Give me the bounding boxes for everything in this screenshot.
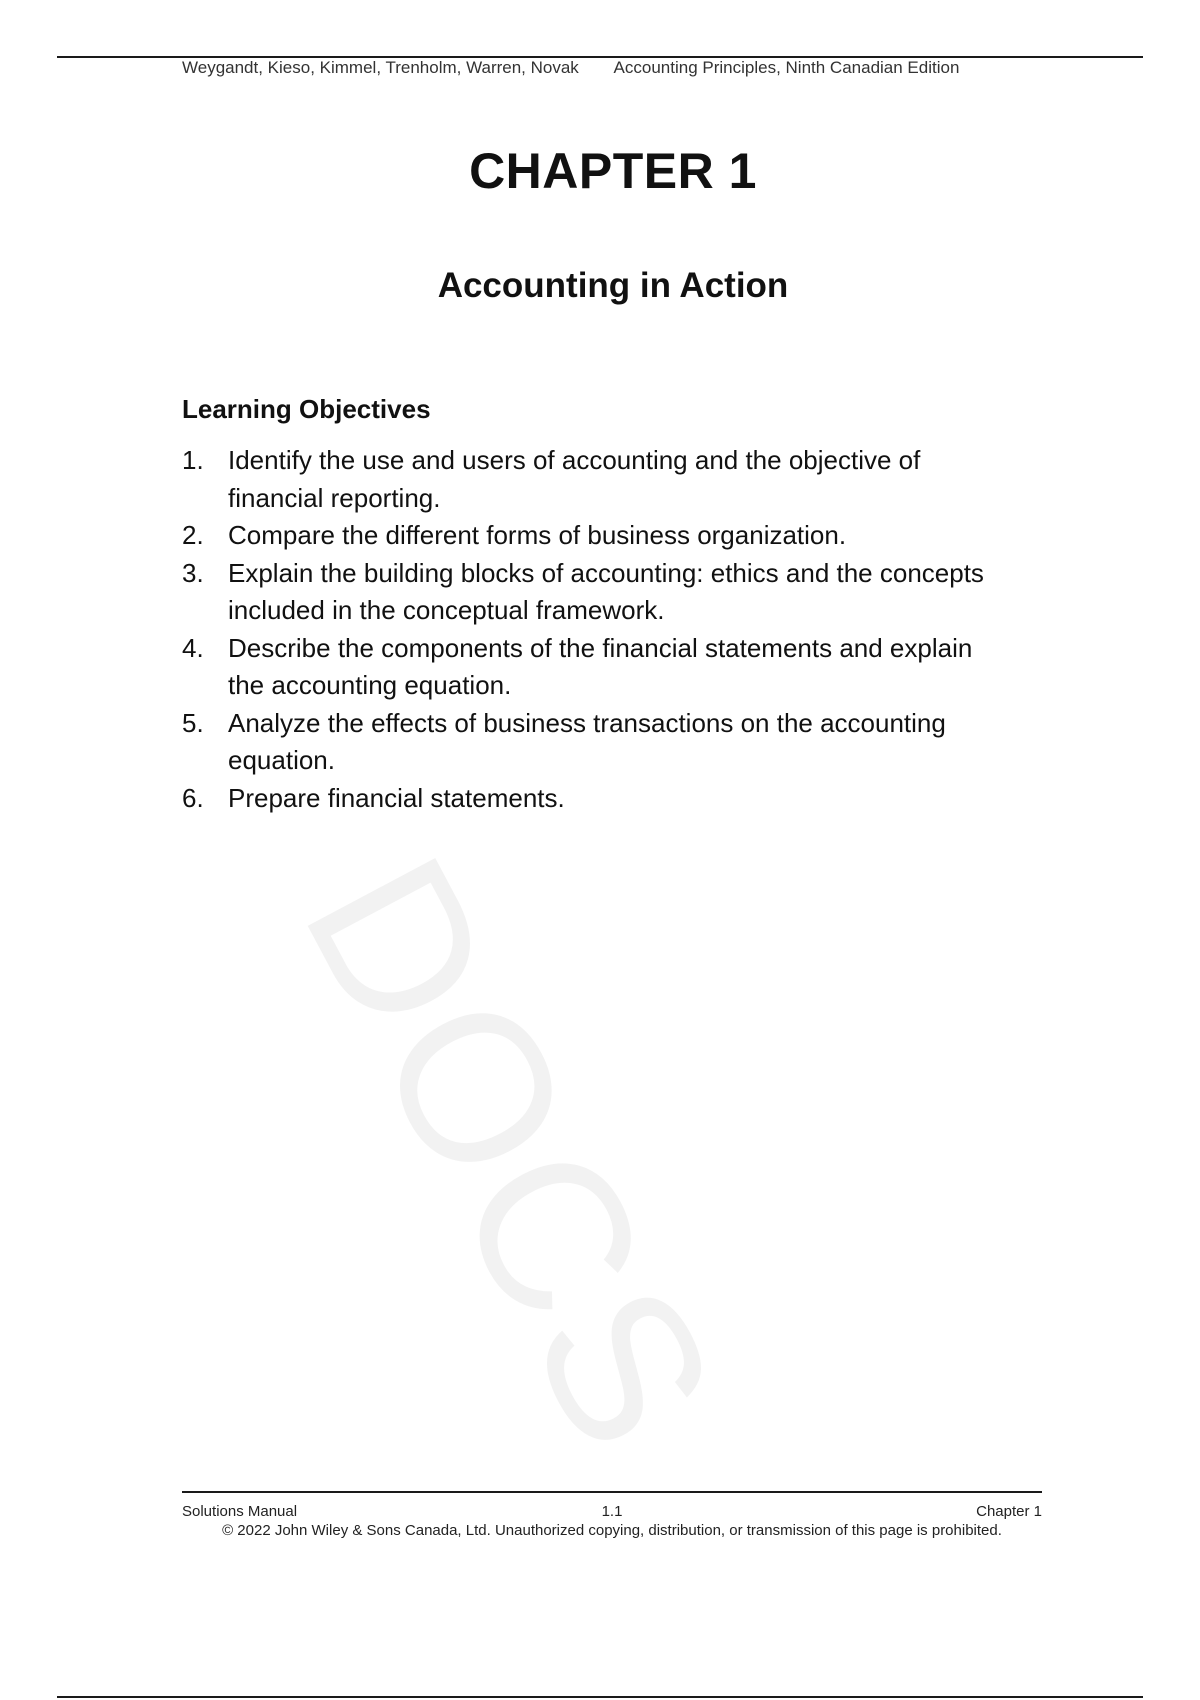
objective-item	[182, 630, 1002, 705]
objective-text: Explain the building blocks of accounting: ethics and the concepts included in the conceptual framework.	[228, 557, 984, 625]
footer-copyright: © 2022 John Wiley & Sons Canada, Ltd. Unauthorized copying, distribution, or transmission of this page is prohibited.	[222, 1522, 1002, 1539]
header-authors: Weygandt, Kieso, Kimmel, Trenholm, Warren, Novak	[182, 58, 579, 77]
objective-number: 1.	[182, 445, 204, 475]
objective-text: Analyze the effects of business transactions on the accounting equation.	[228, 707, 946, 775]
objective-item	[182, 442, 1002, 517]
learning-objectives-list	[182, 442, 1002, 817]
objective-item	[182, 517, 1002, 555]
objective-number: 4.	[182, 632, 204, 663]
objective-item	[182, 705, 1002, 780]
objective-number: 2.	[182, 520, 204, 550]
objective-text: Compare the different forms of business organization.	[228, 520, 847, 550]
objective-text: Prepare financial statements.	[228, 782, 565, 813]
objective-number: 5.	[182, 707, 204, 738]
objective-item	[182, 780, 1002, 818]
watermark: DOCS	[259, 821, 764, 1489]
chapter-title: CHAPTER 1	[469, 143, 757, 199]
objective-number: 3.	[182, 557, 204, 588]
objective-text: Describe the components of the financial statements and explain the accounting equation.	[228, 632, 973, 700]
learning-objectives-heading: Learning Objectives	[182, 394, 431, 424]
chapter-subtitle: Accounting in Action	[437, 266, 789, 305]
objective-text: Identify the use and users of accounting and the objective of financial reporting.	[228, 445, 921, 513]
footer-manual-label: Solutions Manual	[182, 1503, 298, 1520]
objective-item	[182, 555, 1002, 630]
page-bottom-rule	[57, 1696, 1143, 1698]
footer-page-number: 1.1	[601, 1503, 623, 1520]
footer-chapter-label: Chapter 1	[976, 1503, 1042, 1520]
running-header	[182, 58, 1042, 78]
objective-number: 6.	[182, 782, 204, 813]
footer-rule	[182, 1491, 1042, 1493]
header-book-title: Accounting Principles, Ninth Canadian Edition	[613, 58, 960, 77]
